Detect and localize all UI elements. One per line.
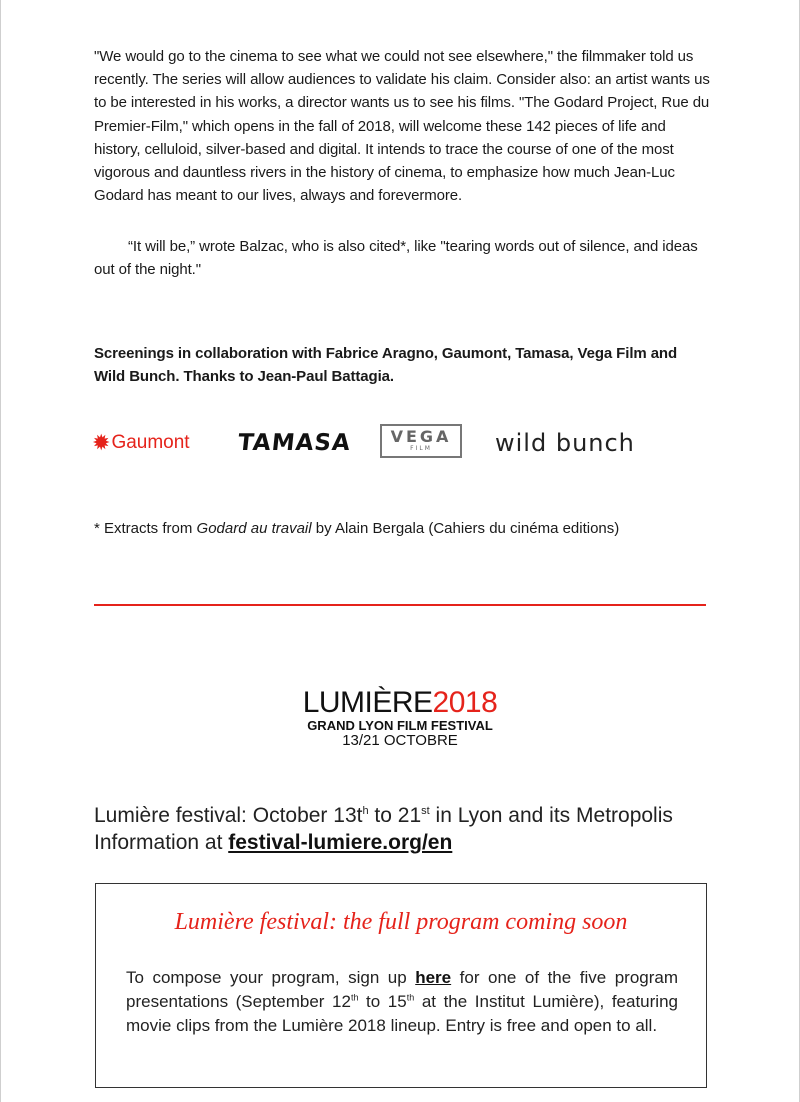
festival-logo-name: LUMIÈRE [302,686,433,719]
credits-paragraph: Screenings in collaboration with Fabrice Aragno, Gaumont, Tamasa, Vega Film and Wild Bunch. Thanks to Jean-Paul Battagia. [94,345,678,386]
sun-icon: ✹ [92,430,111,455]
festival-logo-subtitle: GRAND LYON FILM FESTIVAL [307,718,493,733]
vega-logo-main: VEGA [390,427,452,446]
info-sup-1: h [362,805,369,817]
program-text-a: To compose your program, sign up [126,968,416,987]
info-text-a: Lumière festival: October 13t [94,804,363,827]
program-sup-1: th [350,992,359,1003]
intro-paragraph: "We would go to the cinema to see what we could not see elsewhere," the filmmaker told us recently. The series will allow audiences to validate his claim. Consider also: an artist wants us to be interested in his works, a director wants us to see his films. "The Godard Project, Rue du Premier-Film," which opens in the fall of 2018, will welcome these 142 pieces of life and history, celluloid, silver-based and digital. It intends to trace the course of one of the most vigorous and dauntless rivers in the history of cinema, to emphasize how much Jean-Luc Godard has meant to our lives, always and forevermore. [94,48,710,205]
program-text-b: for one of the five program presentations (September 12 [126,968,678,1011]
extracts-suffix: by Alain Bergala (Cahiers du cinéma editions) [311,520,620,537]
program-box-title: Lumière festival: the full program coming soon [174,909,628,935]
section-divider [94,604,706,606]
balzac-quote-paragraph: “It will be,” wrote Balzac, who is also cited*, like "tearing words out of silence, and ideas out of the night." [94,238,698,279]
tamasa-logo-text: TAMASA [236,430,353,456]
vega-film-logo [380,424,462,458]
gaumont-logo-text: Gaumont [111,432,190,453]
wild-bunch-logo [495,420,635,466]
info-text-b: to 21 [368,804,422,827]
tamasa-logo [236,420,354,466]
extracts-book-title: Godard au travail [196,520,312,537]
program-text-d: at the Institut Lumière), featuring movie clips from the Lumière 2018 lineup. Entry is free and open to all. [126,992,678,1035]
sign-up-here-link[interactable]: here [415,968,452,987]
partner-logos [90,420,720,466]
festival-website-line [94,829,673,856]
extracts-footnote [94,518,619,540]
info-website-prefix: Information at [94,831,229,854]
lumiere-festival-logo [250,688,550,749]
program-box-text [126,966,678,1038]
wild-bunch-logo-text: wild bunch [495,429,635,457]
festival-info [94,802,673,856]
festival-website-link[interactable]: festival-lumiere.org/en [228,831,453,854]
extracts-prefix: * Extracts from [94,520,197,537]
program-coming-soon-box [95,883,707,1088]
vega-logo-sub: FILM [410,445,432,452]
gaumont-logo [92,420,190,466]
festival-logo-title [250,688,550,718]
festival-dates-line [94,802,673,829]
program-sup-2: th [406,992,415,1003]
info-text-c: in Lyon and its Metropolis [429,804,673,827]
program-text-c: to 15 [358,992,407,1011]
festival-logo-dates: 13/21 OCTOBRE [342,732,458,749]
festival-logo-year: 2018 [432,686,498,719]
info-sup-2: st [421,805,430,817]
page-border-left [0,0,1,1102]
